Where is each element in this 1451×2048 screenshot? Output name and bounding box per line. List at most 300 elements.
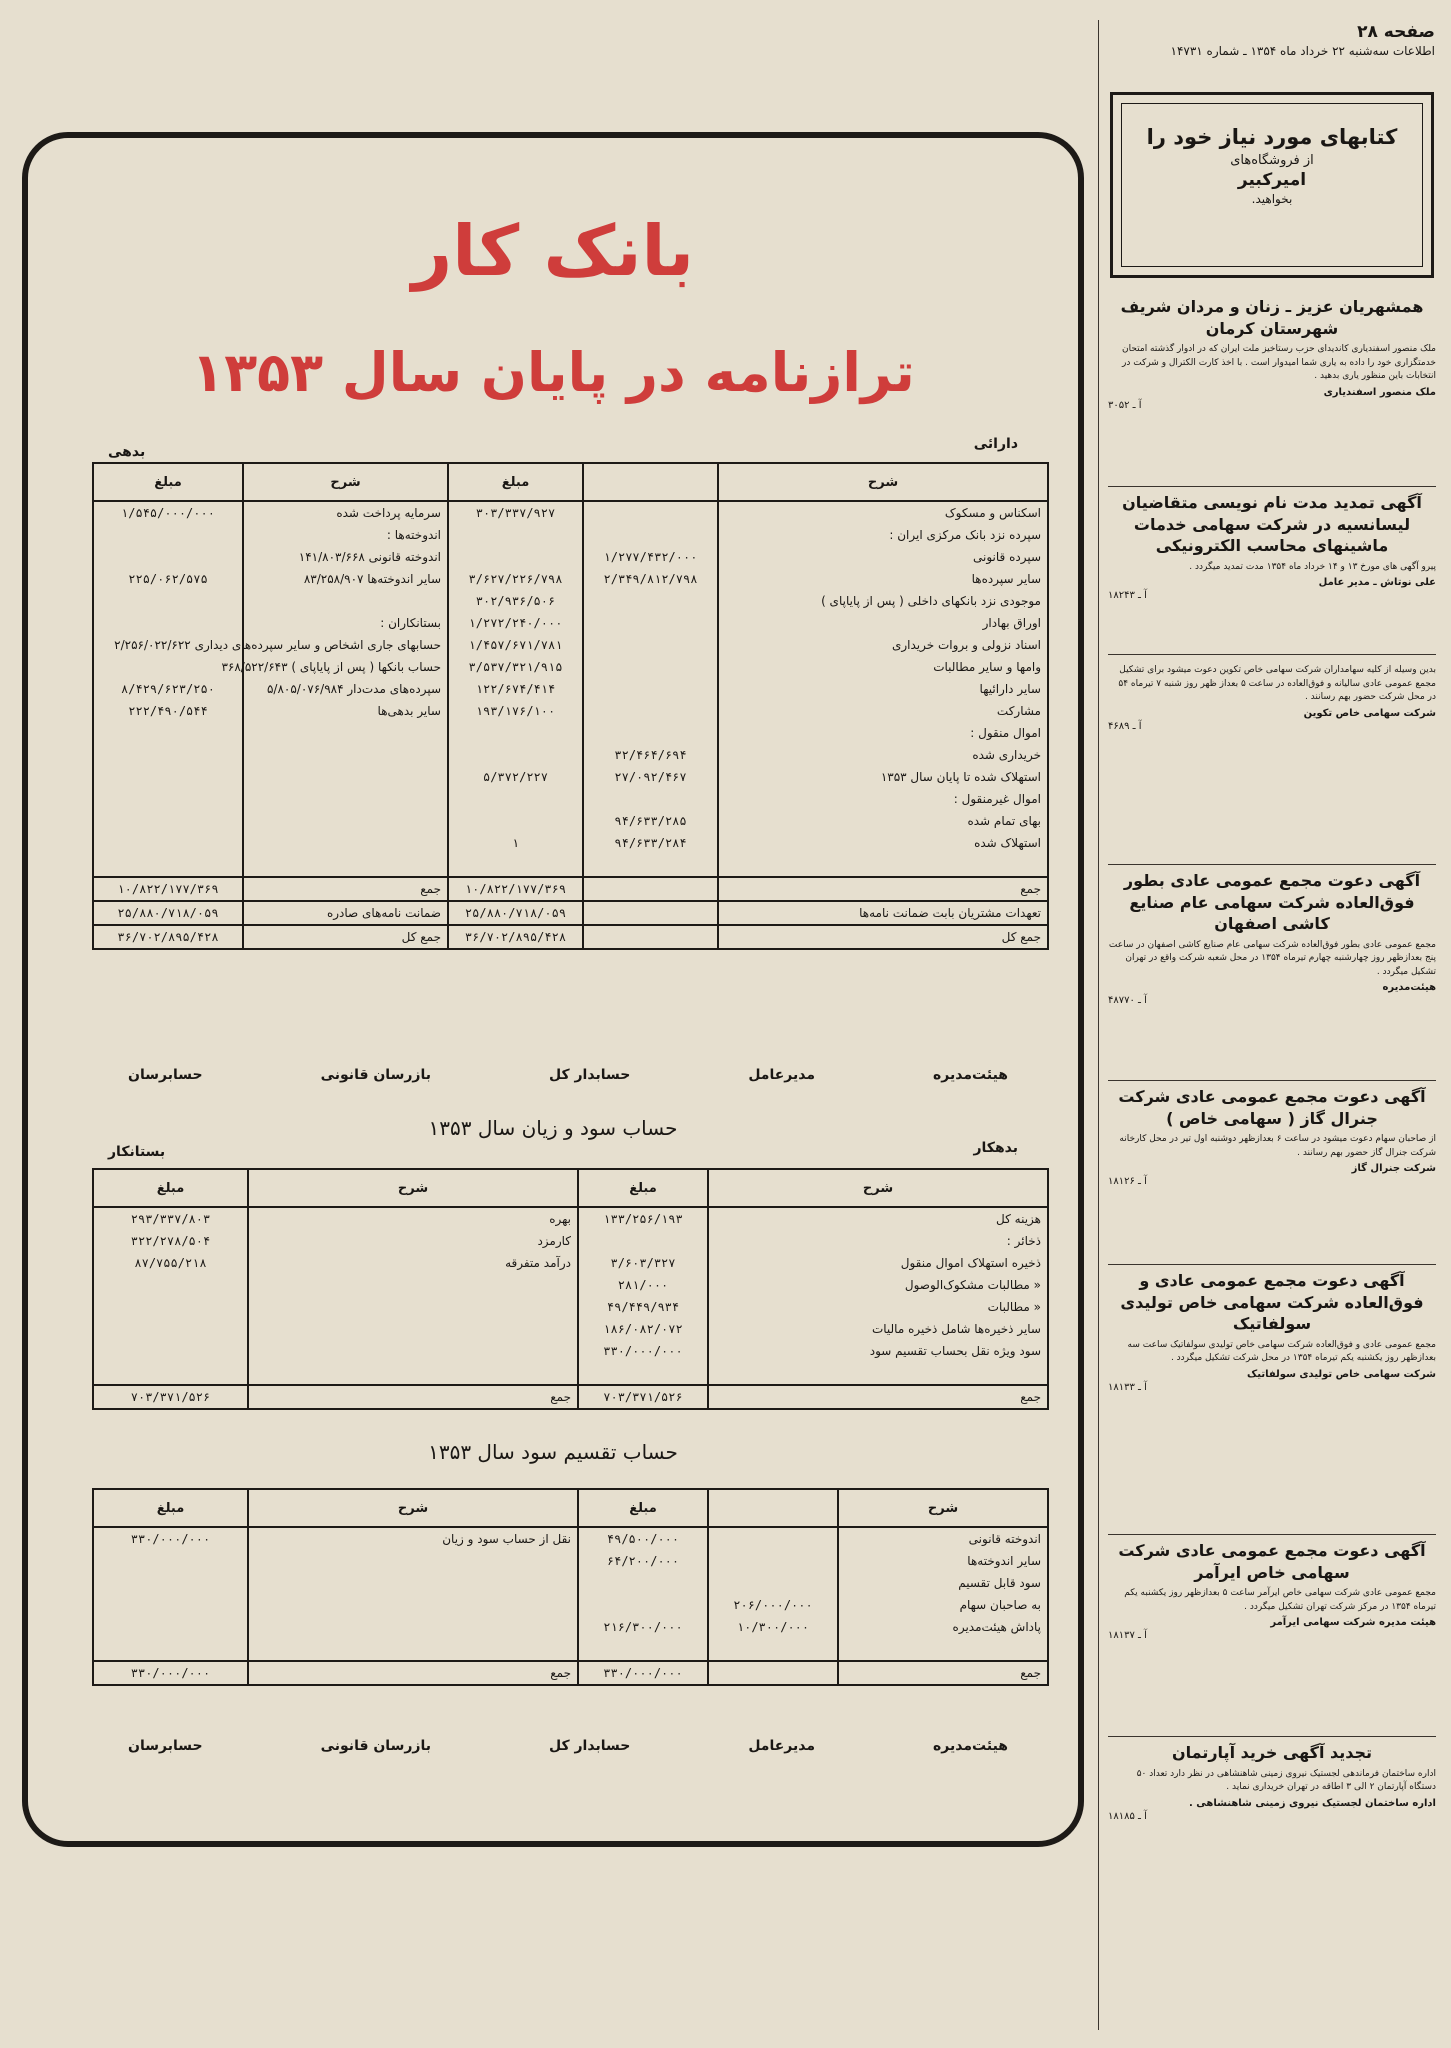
asset-total-amount: ۱۰/۸۲۲/۱۷۷/۳۶۹: [448, 877, 583, 901]
signature-label: هیئت‌مدیره: [933, 1738, 1008, 1754]
asset-amount: ۱/۲۷۲/۲۴۰/۰۰۰: [448, 612, 583, 634]
table-row: [93, 1274, 1048, 1296]
asset-sub-amount: ۲۷/۰۹۲/۴۶۷: [583, 766, 718, 788]
income-amount: ۸۷/۷۵۵/۲۱۸: [93, 1252, 248, 1274]
profit-distribution-table: [92, 1488, 1049, 1686]
liability-amount: ۱/۵۴۵/۰۰۰/۰۰۰: [93, 501, 243, 524]
ad-body: ملک منصور اسفندیاری کاندیدای حزب رستاخیز ملت ایران که در ادوار گذشته امتحان خدمتگزاری خود را داده به یاری شما امیدوار است . با اخذ کارت الکترال و شرکت در انتخابات باین منظور یاری بدهید .: [1121, 344, 1436, 382]
profit-loss-rows: [93, 1207, 1048, 1409]
liability-total-label: ضمانت نامه‌های صادره: [243, 901, 448, 925]
profit-distribution-rows: [93, 1527, 1048, 1685]
liability-description: سایر اندوخته‌ها ۸۳/۲۵۸/۹۰۷: [243, 568, 448, 590]
table-row: [93, 1362, 1048, 1385]
balance-sheet-table: [92, 462, 1049, 950]
asset-amount: ۳/۶۲۷/۲۲۶/۷۹۸: [448, 568, 583, 590]
asset-description: بهای تمام شده: [718, 810, 1048, 832]
ad-signature: هیئت مدیره شرکت سهامی ایرآمر: [1270, 1617, 1436, 1629]
expense-amount: ۴۹/۴۴۹/۹۳۴: [578, 1296, 708, 1318]
table-row: [93, 722, 1048, 744]
asset-sub-amount: ۲/۳۴۹/۸۱۲/۷۹۸: [583, 568, 718, 590]
table-row: [93, 1230, 1048, 1252]
expense-description: هزینه‌ کل: [708, 1207, 1048, 1230]
expense-amount: [578, 1230, 708, 1252]
bank-name: بانک کار: [411, 210, 695, 292]
asset-description: مشارکت: [718, 700, 1048, 722]
ad-signature: شرکت سهامی خاص تولیدی سولفاتیک: [1247, 1368, 1436, 1380]
amirkabir-line-3: امیرکبیر: [1237, 170, 1307, 190]
classified-ad: [1108, 1742, 1436, 1822]
ad-separator: [1108, 1080, 1436, 1081]
assets-label: دارائی: [973, 436, 1018, 452]
asset-amount: [448, 854, 583, 877]
dist-sub-amount: [708, 1572, 838, 1594]
liability-description: حسابهای جاری اشخاص و سایر سپرده‌های دیداری ۲/۲۵۶/۰۲۲/۶۲۲: [243, 634, 448, 656]
liability-amount: [93, 810, 243, 832]
dist-description: اندوخته قانونی: [838, 1527, 1048, 1550]
classified-ad: [1108, 660, 1436, 732]
table-row: [93, 634, 1048, 656]
liability-amount: [93, 832, 243, 854]
signature-label: حسابرسان: [128, 1738, 203, 1754]
dist-source-amount: [93, 1572, 248, 1594]
asset-amount: [448, 546, 583, 568]
asset-description: سایر دارائیها: [718, 678, 1048, 700]
amirkabir-line-4: بخواهید.: [1251, 192, 1293, 206]
dist-description: سایر اندوخته‌ها: [838, 1550, 1048, 1572]
liability-amount: ۲۲۲/۴۹۰/۵۴۴: [93, 700, 243, 722]
classified-ad: [1108, 1540, 1436, 1641]
ad-code: آ ـ ۱۸۱۲۶: [1108, 1176, 1147, 1188]
ad-title: تجدید آگهی خرید آپارتمان: [1171, 1743, 1373, 1762]
dist-amount: ۲۱۶/۳۰۰/۰۰۰: [578, 1616, 708, 1638]
liability-amount: [93, 590, 243, 612]
dist-source-amount: [93, 1594, 248, 1616]
asset-description: اموال غیرمنقول :: [718, 788, 1048, 810]
ad-code: آ ـ ۴۶۸۹: [1108, 720, 1142, 732]
pl-desc-header: شرح: [708, 1169, 1048, 1207]
classified-ad: [1108, 492, 1436, 601]
assets-sub-header: [583, 463, 718, 501]
asset-amount: [448, 722, 583, 744]
asset-amount: ۱: [448, 832, 583, 854]
liability-amount: [93, 546, 243, 568]
asset-total-sub: [583, 901, 718, 925]
assets-desc-header: شرح: [718, 463, 1048, 501]
total-row: [93, 1661, 1048, 1685]
ad-title: آگهی دعوت مجمع عمومی عادی شرکت سهامی خاص ایرآمر: [1118, 1541, 1426, 1582]
amirkabir-line-1: کتابهای مورد نیاز خود را: [1146, 125, 1398, 149]
liability-total-label: جمع: [243, 877, 448, 901]
table-row: [93, 1594, 1048, 1616]
liability-description: سایر بدهی‌ها: [243, 700, 448, 722]
signature-label: بازرسان قانونی: [320, 1067, 431, 1083]
liabilities-label: بدهی: [108, 444, 146, 460]
dist-sub-header: [708, 1489, 838, 1527]
expense-description: ذخائر :: [708, 1230, 1048, 1252]
ad-separator: [1108, 654, 1436, 655]
liability-description: [243, 810, 448, 832]
dist-total-amount-2: ۳۳۰/۰۰۰/۰۰۰: [93, 1661, 248, 1685]
ad-title: آگهی تمدید مدت نام نویسی متقاضیان لیسانسیه در شرکت سهامی خدمات ماشینهای محاسب الکترونیکی: [1122, 493, 1422, 556]
table-row: [93, 1296, 1048, 1318]
asset-total-amount: ۳۶/۷۰۲/۸۹۵/۴۲۸: [448, 925, 583, 949]
table-row: [93, 524, 1048, 546]
dateline: اطلاعات سه‌شنبه ۲۲ خرداد ماه ۱۳۵۴ ـ شماره ۱۴۷۳۱: [1170, 44, 1435, 58]
asset-amount: ۱۲۲/۶۷۴/۴۱۴: [448, 678, 583, 700]
dist-description: به صاحبان سهام: [838, 1594, 1048, 1616]
income-amount: [93, 1340, 248, 1362]
table-row: [93, 678, 1048, 700]
total-row: [93, 877, 1048, 901]
table-row: [93, 854, 1048, 877]
asset-description: اسکناس و مسکوک: [718, 501, 1048, 524]
asset-total-sub: [583, 877, 718, 901]
income-description: کارمزد: [248, 1230, 578, 1252]
ad-code: آ ـ ۴۸۷۷۰: [1108, 995, 1147, 1007]
total-row: [93, 925, 1048, 949]
ad-body: پیرو آگهی های مورخ ۱۳ و ۱۴ خرداد ماه ۱۳۵۴ مدت تمدید میگردد .: [1189, 561, 1436, 572]
income-description: [248, 1340, 578, 1362]
liability-amount: ۸/۴۲۹/۶۲۳/۲۵۰: [93, 678, 243, 700]
table-row: [93, 766, 1048, 788]
liability-total-label: جمع کل: [243, 925, 448, 949]
asset-description: اسناد نزولی و بروات خریداری: [718, 634, 1048, 656]
table-row: [93, 568, 1048, 590]
expense-amount: ۲۸۱/۰۰۰: [578, 1274, 708, 1296]
asset-description: استهلاک شده: [718, 832, 1048, 854]
total-row: [93, 1385, 1048, 1409]
asset-sub-amount: [583, 788, 718, 810]
table-row: [93, 1207, 1048, 1230]
asset-sub-amount: ۹۴/۶۳۳/۲۸۴: [583, 832, 718, 854]
asset-sub-amount: [583, 854, 718, 877]
ad-title: آگهی دعوت مجمع عمومی عادی و فوق‌العاده شرکت سهامی خاص تولیدی سولفاتیک: [1120, 1271, 1424, 1334]
expense-amount: ۳۳۰/۰۰۰/۰۰۰: [578, 1340, 708, 1362]
pl-total-amount: ۷۰۳/۳۷۱/۵۲۶: [578, 1385, 708, 1409]
expense-description: سایر ذخیره‌ها شامل ذخیره مالیات: [708, 1318, 1048, 1340]
asset-sub-amount: ۱/۲۷۷/۴۳۲/۰۰۰: [583, 546, 718, 568]
dist-desc-header-2: شرح: [248, 1489, 578, 1527]
profit-distribution-title: حساب تقسیم سود سال ۱۳۵۳: [428, 1440, 678, 1464]
expense-amount: ۱۸۶/۰۸۲/۰۷۲: [578, 1318, 708, 1340]
asset-description: اموال منقول :: [718, 722, 1048, 744]
expense-amount: ۳/۶۰۳/۳۲۷: [578, 1252, 708, 1274]
asset-sub-amount: [583, 501, 718, 524]
expense-amount: ۱۳۳/۲۵۶/۱۹۳: [578, 1207, 708, 1230]
profit-loss-title: حساب سود و زیان سال ۱۳۵۳: [428, 1116, 678, 1140]
ad-body: بدین وسیله از کلیه سهامداران شرکت سهامی خاص تکوین دعوت میشود برای تشکیل مجمع عمومی عادی سالیانه و فوق‌العاده در ساعت ۵ بعداز ظهر روز شنبه ۷ تیرماه ۵۴ در محل شرکت حضور بهم رسانند .: [1118, 665, 1436, 702]
signature-label: حسابدار کل: [548, 1738, 631, 1754]
table-row: [93, 744, 1048, 766]
dist-source-amount: [93, 1550, 248, 1572]
signature-label: مدیرعامل: [748, 1067, 816, 1083]
liability-amount: ۲۲۵/۰۶۲/۵۷۵: [93, 568, 243, 590]
liability-amount: [93, 788, 243, 810]
income-amount: [93, 1318, 248, 1340]
ad-separator: [1108, 1534, 1436, 1535]
table-row: [93, 1527, 1048, 1550]
pl-amount-header: مبلغ: [578, 1169, 708, 1207]
expense-amount: [578, 1362, 708, 1385]
liability-description: اندوخته‌ها :: [243, 524, 448, 546]
ad-body: از صاحبان سهام دعوت میشود در ساعت ۶ بعدازظهر دوشنبه اول تیر در محل کارخانه شرکت جنرال گاز حضور بهم رسانند .: [1119, 1134, 1436, 1158]
liability-amount: [93, 766, 243, 788]
liability-amount: [93, 722, 243, 744]
ad-signature: ملک منصور اسفندیاری: [1323, 386, 1436, 398]
expense-description: سود ویژه نقل بحساب تقسیم سود: [708, 1340, 1048, 1362]
expense-description: « مطالبات مشکوک‌الوصول: [708, 1274, 1048, 1296]
dist-sub-amount: ۱۰/۳۰۰/۰۰۰: [708, 1616, 838, 1638]
classified-ad: [1108, 296, 1436, 411]
table-row: [93, 700, 1048, 722]
asset-amount: ۱۹۳/۱۷۶/۱۰۰: [448, 700, 583, 722]
liability-description: بستانکاران :: [243, 612, 448, 634]
asset-sub-amount: [583, 722, 718, 744]
ad-code: آ ـ ۱۸۱۳۳: [1108, 1381, 1147, 1393]
asset-amount: [448, 744, 583, 766]
income-description: [248, 1296, 578, 1318]
ad-body: اداره ساختمان فرماندهی لجستیک نیروی زمینی شاهنشاهی در نظر دارد تعداد ۵۰ دستگاه آپارتمان ۲ الی ۳ اطاقه در تهران خریداری نماید .: [1136, 1768, 1436, 1793]
signatures-row-2: [128, 1738, 1008, 1754]
amirkabir-line-2: از فروشگاه‌های: [1230, 153, 1314, 168]
dist-source-description: نقل از حساب سود و زیان: [248, 1527, 578, 1550]
dist-source-description: [248, 1616, 578, 1638]
ad-signature: علی نوتاش ـ مدیر عامل: [1318, 577, 1436, 589]
asset-description: سپرده قانونی: [718, 546, 1048, 568]
classified-ad: [1108, 870, 1436, 1006]
dist-amount-header-2: مبلغ: [93, 1489, 248, 1527]
dist-amount-header: مبلغ: [578, 1489, 708, 1527]
ad-separator: [1108, 1264, 1436, 1265]
asset-sub-amount: ۳۲/۴۶۴/۶۹۴: [583, 744, 718, 766]
dist-source-amount: [93, 1616, 248, 1638]
dist-desc-header: شرح: [838, 1489, 1048, 1527]
credit-label: بستانکار: [108, 1144, 166, 1160]
dist-amount: ۶۴/۲۰۰/۰۰۰: [578, 1550, 708, 1572]
signature-label: حسابرسان: [128, 1067, 203, 1083]
income-description: [248, 1274, 578, 1296]
column-divider: [1098, 20, 1099, 2030]
asset-description: موجودی نزد بانکهای داخلی ( پس از پایاپای ): [718, 590, 1048, 612]
asset-amount: ۳/۵۳۷/۳۲۱/۹۱۵: [448, 656, 583, 678]
asset-description: [718, 854, 1048, 877]
table-row: [93, 810, 1048, 832]
page-header: [1105, 22, 1435, 58]
dist-description: پاداش هیئت‌مدیره: [838, 1616, 1048, 1638]
income-amount: [93, 1362, 248, 1385]
income-amount: [93, 1274, 248, 1296]
liability-total-amount: ۲۵/۸۸۰/۷۱۸/۰۵۹: [93, 901, 243, 925]
income-amount: ۳۲۲/۲۷۸/۵۰۴: [93, 1230, 248, 1252]
pl-amount-header-2: مبلغ: [93, 1169, 248, 1207]
signature-label: حسابدار کل: [548, 1067, 631, 1083]
ad-separator: [1108, 1736, 1436, 1737]
ad-title: همشهریان عزیز ـ زنان و مردان شریف شهرستان کرمان: [1120, 297, 1424, 338]
income-description: بهره: [248, 1207, 578, 1230]
liability-amount: [93, 524, 243, 546]
table-row: [93, 546, 1048, 568]
liability-description: [243, 788, 448, 810]
signature-label: هیئت‌مدیره: [933, 1067, 1008, 1083]
dist-sub-amount: [708, 1527, 838, 1550]
asset-description: سپرده نزد بانک مرکزی ایران :: [718, 524, 1048, 546]
liabilities-amount-header: مبلغ: [93, 463, 243, 501]
table-row: [93, 656, 1048, 678]
asset-amount: [448, 788, 583, 810]
liabilities-desc-header: شرح: [243, 463, 448, 501]
asset-description: خریداری شده: [718, 744, 1048, 766]
profit-loss-table: [92, 1168, 1049, 1410]
ad-title: آگهی دعوت مجمع عمومی عادی شرکت جنرال گاز ( سهامی خاص ): [1118, 1087, 1426, 1128]
asset-amount: ۱/۴۵۷/۶۷۱/۷۸۱: [448, 634, 583, 656]
classified-ad: [1108, 1270, 1436, 1393]
assets-amount-header: مبلغ: [448, 463, 583, 501]
pl-desc-header-2: شرح: [248, 1169, 578, 1207]
liability-total-amount: ۱۰/۸۲۲/۱۷۷/۳۶۹: [93, 877, 243, 901]
ad-signature: اداره ساختمان لجستیک نیروی زمینی شاهنشاهی .: [1188, 1797, 1436, 1809]
table-row: [93, 590, 1048, 612]
ad-body: مجمع عمومی عادی بطور فوق‌العاده شرکت سهامی عام صنایع کاشی اصفهان در ساعت پنج بعدازظهر روز چهارشنبه چهارم تیرماه ۱۳۵۴ در محل شعبه شرکت واقع در تهران تشکیل میگردد .: [1108, 939, 1436, 977]
pl-total-label-2: جمع: [248, 1385, 578, 1409]
ad-code: آ ـ ۱۸۲۴۳: [1108, 590, 1147, 602]
asset-total-label: تعهدات مشتریان بابت ضمانت نامه‌ها: [718, 901, 1048, 925]
asset-amount: ۳۰۲/۹۳۶/۵۰۶: [448, 590, 583, 612]
income-description: [248, 1362, 578, 1385]
asset-sub-amount: [583, 612, 718, 634]
liability-total-amount: ۳۶/۷۰۲/۸۹۵/۴۲۸: [93, 925, 243, 949]
table-row: [93, 1572, 1048, 1594]
balance-sheet-rows: [93, 501, 1048, 949]
liability-amount: [93, 744, 243, 766]
expense-description: ذخیره استهلاک اموال منقول: [708, 1252, 1048, 1274]
liability-description: اندوخته قانونی ۱۴۱/۸۰۳/۶۶۸: [243, 546, 448, 568]
dist-sub-amount: [708, 1638, 838, 1661]
ad-signature: هیئت‌مدیره: [1382, 982, 1436, 994]
liability-description: [243, 744, 448, 766]
asset-amount: [448, 810, 583, 832]
table-row: [93, 1638, 1048, 1661]
liability-amount: [93, 854, 243, 877]
ad-code: آ ـ ۱۸۱۸۵: [1108, 1810, 1147, 1822]
dist-amount: [578, 1594, 708, 1616]
liability-description: حساب بانکها ( پس از پایاپای ) ۳۶۸/۵۲۲/۶۴۳: [243, 656, 448, 678]
ad-signature: شرکت جنرال گاز: [1351, 1163, 1436, 1175]
table-row: [93, 1318, 1048, 1340]
income-amount: [93, 1296, 248, 1318]
asset-amount: ۵/۳۷۲/۲۲۷: [448, 766, 583, 788]
table-row: [93, 1340, 1048, 1362]
liability-description: [243, 590, 448, 612]
pl-total-amount-2: ۷۰۳/۳۷۱/۵۲۶: [93, 1385, 248, 1409]
asset-sub-amount: [583, 678, 718, 700]
ad-code: آ ـ ۱۸۱۳۷: [1108, 1630, 1147, 1642]
liability-description: [243, 832, 448, 854]
amirkabir-bookstore-ad: [1110, 92, 1434, 278]
dist-amount: ۴۹/۵۰۰/۰۰۰: [578, 1527, 708, 1550]
ad-inner-border: [1121, 103, 1423, 267]
asset-sub-amount: ۹۴/۶۳۳/۲۸۵: [583, 810, 718, 832]
dist-total-sub: [708, 1661, 838, 1685]
liability-description: [243, 722, 448, 744]
asset-sub-amount: [583, 590, 718, 612]
table-row: [93, 1550, 1048, 1572]
signature-label: مدیرعامل: [748, 1738, 816, 1754]
asset-description: استهلاک شده تا پایان سال ۱۳۵۳: [718, 766, 1048, 788]
ad-code: آ ـ ۳۰۵۲: [1108, 399, 1142, 411]
dist-total-amount: ۳۳۰/۰۰۰/۰۰۰: [578, 1661, 708, 1685]
dist-source-description: [248, 1572, 578, 1594]
table-row: [93, 832, 1048, 854]
dist-source-description: [248, 1594, 578, 1616]
asset-description: اوراق بهادار: [718, 612, 1048, 634]
dist-total-label: جمع: [838, 1661, 1048, 1685]
debit-label: بدهکار: [973, 1140, 1018, 1156]
dist-total-label-2: جمع: [248, 1661, 578, 1685]
dist-description: سود قابل تقسیم: [838, 1572, 1048, 1594]
asset-sub-amount: [583, 634, 718, 656]
table-row: [93, 1252, 1048, 1274]
income-description: درآمد متفرقه: [248, 1252, 578, 1274]
table-row: [93, 612, 1048, 634]
ad-separator: [1108, 864, 1436, 865]
ad-title: آگهی دعوت مجمع عمومی عادی بطور فوق‌العاده شرکت سهامی عام صنایع کاشی اصفهان: [1123, 871, 1421, 934]
table-row: [93, 1616, 1048, 1638]
bank-kar-balance-sheet-ad: [22, 132, 1084, 1847]
ad-body: مجمع عمومی عادی و فوق‌العاده شرکت سهامی خاص تولیدی سولفاتیک ساعت سه بعدازظهر روز یکشنبه یکم تیرماه ۱۳۵۴ در محل شرکت تشکیل میگردد .: [1127, 1339, 1436, 1364]
signature-label: بازرسان قانونی: [320, 1738, 431, 1754]
income-amount: ۲۹۳/۳۳۷/۸۰۳: [93, 1207, 248, 1230]
table-row: [93, 501, 1048, 524]
dist-description: [838, 1638, 1048, 1661]
asset-total-amount: ۲۵/۸۸۰/۷۱۸/۰۵۹: [448, 901, 583, 925]
asset-total-label: جمع کل: [718, 925, 1048, 949]
income-description: [248, 1318, 578, 1340]
pl-total-label: جمع: [708, 1385, 1048, 1409]
expense-description: [708, 1362, 1048, 1385]
ad-separator: [1108, 486, 1436, 487]
liability-description: [243, 766, 448, 788]
balance-sheet-title: ترازنامه در پایان سال ۱۳۵۳: [191, 341, 915, 404]
ad-body: مجمع عمومی عادی شرکت سهامی خاص ایرآمر ساعت ۵ بعدازظهر روز یکشنبه یکم تیرماه ۱۳۵۴ در مرکز شرکت تهران تشکیل میگردد .: [1124, 1588, 1436, 1612]
asset-total-label: جمع: [718, 877, 1048, 901]
dist-source-description: [248, 1550, 578, 1572]
dist-source-amount: ۳۳۰/۰۰۰/۰۰۰: [93, 1527, 248, 1550]
liability-description: سپرده‌های مدت‌دار ۵/۸۰۵/۰۷۶/۹۸۴: [243, 678, 448, 700]
asset-description: سایر سپرده‌ها: [718, 568, 1048, 590]
dist-sub-amount: ۲۰۶/۰۰۰/۰۰۰: [708, 1594, 838, 1616]
signatures-row-1: [128, 1067, 1008, 1083]
asset-sub-amount: [583, 656, 718, 678]
table-row: [93, 788, 1048, 810]
expense-description: « مطالبات: [708, 1296, 1048, 1318]
classified-ad: [1108, 1086, 1436, 1187]
liability-amount: [93, 612, 243, 634]
ad-signature: شرکت سهامی خاص تکوین: [1303, 707, 1436, 719]
asset-amount: [448, 524, 583, 546]
asset-description: وامها و سایر مطالبات: [718, 656, 1048, 678]
liability-description: سرمایه پرداخت شده: [243, 501, 448, 524]
total-row: [93, 901, 1048, 925]
dist-sub-amount: [708, 1550, 838, 1572]
dist-amount: [578, 1572, 708, 1594]
page-number: صفحه ۲۸: [1357, 22, 1435, 42]
asset-total-sub: [583, 925, 718, 949]
liability-description: [243, 854, 448, 877]
dist-source-description: [248, 1638, 578, 1661]
asset-sub-amount: [583, 700, 718, 722]
dist-source-amount: [93, 1638, 248, 1661]
asset-amount: ۳۰۳/۳۳۷/۹۲۷: [448, 501, 583, 524]
